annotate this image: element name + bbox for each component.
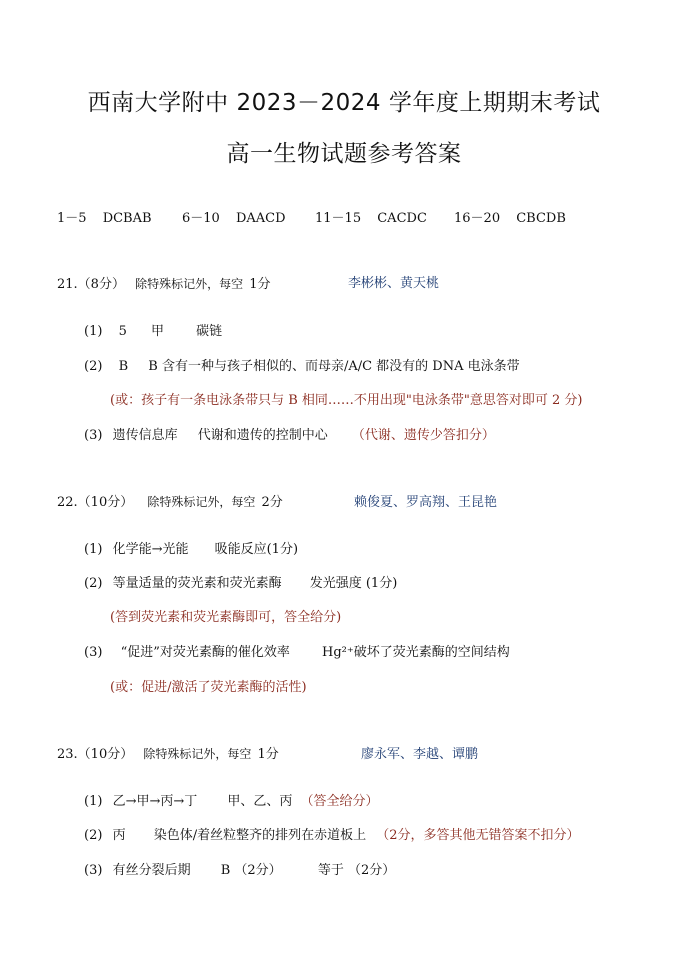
answer: 乙→甲→丙→丁 <box>112 794 198 809</box>
part-label: (2) <box>84 359 103 374</box>
q23-part-3 <box>84 859 395 878</box>
q22-part-1 <box>84 538 298 557</box>
answer: Hg²⁺破坏了荧光素酶的空间结构 <box>322 645 510 660</box>
answer: 吸能反应(1分) <box>214 542 299 557</box>
q22-part-2 <box>84 572 397 591</box>
part-label: (3) <box>84 645 103 660</box>
question-number: 22.（10分） <box>57 495 134 510</box>
mc-group-1 <box>57 207 152 226</box>
q21-part-3 <box>84 424 495 443</box>
mc-range: 6－10 <box>182 211 220 226</box>
q22-part-3-note: (或：促进/激活了荧光素酶的活性) <box>110 680 307 695</box>
mc-group-4 <box>454 207 566 226</box>
q21-graders: 李彬彬、黄天桃 <box>348 276 440 291</box>
answer: 甲 <box>150 324 164 339</box>
part-label: (1) <box>84 542 103 557</box>
mc-answer: DCBAB <box>102 211 152 226</box>
mc-range: 16－20 <box>454 211 501 226</box>
answer: 发光强度 (1分) <box>309 576 398 591</box>
mc-range: 1－5 <box>57 211 87 226</box>
answer: 碳链 <box>196 324 223 339</box>
mc-group-2 <box>182 207 286 226</box>
answer: B <box>118 359 129 374</box>
answer: 染色体/着丝粒整齐的排列在赤道板上 <box>153 828 367 843</box>
answer: “促进”对荧光素酶的催化效率 <box>120 645 290 660</box>
q22-graders: 赖俊夏、罗高翔、王昆艳 <box>354 495 498 510</box>
answer: 等于 （2分） <box>317 863 396 878</box>
scoring-rule: 除特殊标记外，每空 <box>135 277 244 291</box>
mc-answer: CACDC <box>377 211 427 226</box>
answer: 等量适量的荧光素和荧光素酶 <box>112 576 282 591</box>
answer: 化学能→光能 <box>112 542 189 557</box>
part-label: (1) <box>84 324 103 339</box>
part-label: (3) <box>84 428 103 443</box>
answer: 丙 <box>112 828 126 843</box>
answer: B （2分） <box>220 863 282 878</box>
q21-part-2-note: (或：孩子有一条电泳条带只与 B 相同……不用出现"电泳条带"意思答对即可 2 分) <box>110 393 583 408</box>
grading-note: （答全给分） <box>300 794 379 809</box>
question-number: 23.（10分） <box>57 747 134 762</box>
question-number: 21.（8分） <box>57 277 125 292</box>
scoring-rule: 除特殊标记外，每空 <box>143 747 252 761</box>
q23-graders: 廖永军、李越、谭鹏 <box>361 747 479 762</box>
part-label: (1) <box>84 794 103 809</box>
mc-answer: DAACD <box>235 211 286 226</box>
grading-note: （2分，多答其他无错答案不扣分） <box>376 828 580 843</box>
q21-header <box>57 273 271 292</box>
scoring-score: 2分 <box>261 495 283 510</box>
grading-note: （代谢、遗传少答扣分） <box>351 428 495 443</box>
answer: 5 <box>118 324 127 339</box>
q22-header <box>57 491 283 510</box>
answer: 遗传信息库 <box>112 428 178 443</box>
scoring-score: 1分 <box>249 277 271 292</box>
q22-part-3 <box>84 641 510 660</box>
part-label: (2) <box>84 828 103 843</box>
scoring-rule: 除特殊标记外，每空 <box>147 495 256 509</box>
scoring-score: 1分 <box>257 747 279 762</box>
mc-group-3 <box>315 207 427 226</box>
part-label: (2) <box>84 576 103 591</box>
answer: B 含有一种与孩子相似的、而母亲/A/C 都没有的 DNA 电泳条带 <box>148 359 520 374</box>
q23-header <box>57 743 279 762</box>
mc-answer: CBCDB <box>516 211 566 226</box>
q23-part-1 <box>84 790 379 809</box>
q21-part-2 <box>84 355 520 374</box>
page-title: 西南大学附中 2023－2024 学年度上期期末考试 <box>87 90 601 116</box>
answer: 代谢和遗传的控制中心 <box>197 428 328 443</box>
q22-part-2-note: (答到荧光素和荧光素酶即可，答全给分) <box>110 610 342 625</box>
q21-part-1 <box>84 320 222 339</box>
mc-range: 11－15 <box>315 211 362 226</box>
answer: 甲、乙、丙 <box>227 794 293 809</box>
q23-part-2 <box>84 824 580 843</box>
page-subtitle: 高一生物试题参考答案 <box>226 141 462 167</box>
answer: 有丝分裂后期 <box>112 863 191 878</box>
part-label: (3) <box>84 863 103 878</box>
